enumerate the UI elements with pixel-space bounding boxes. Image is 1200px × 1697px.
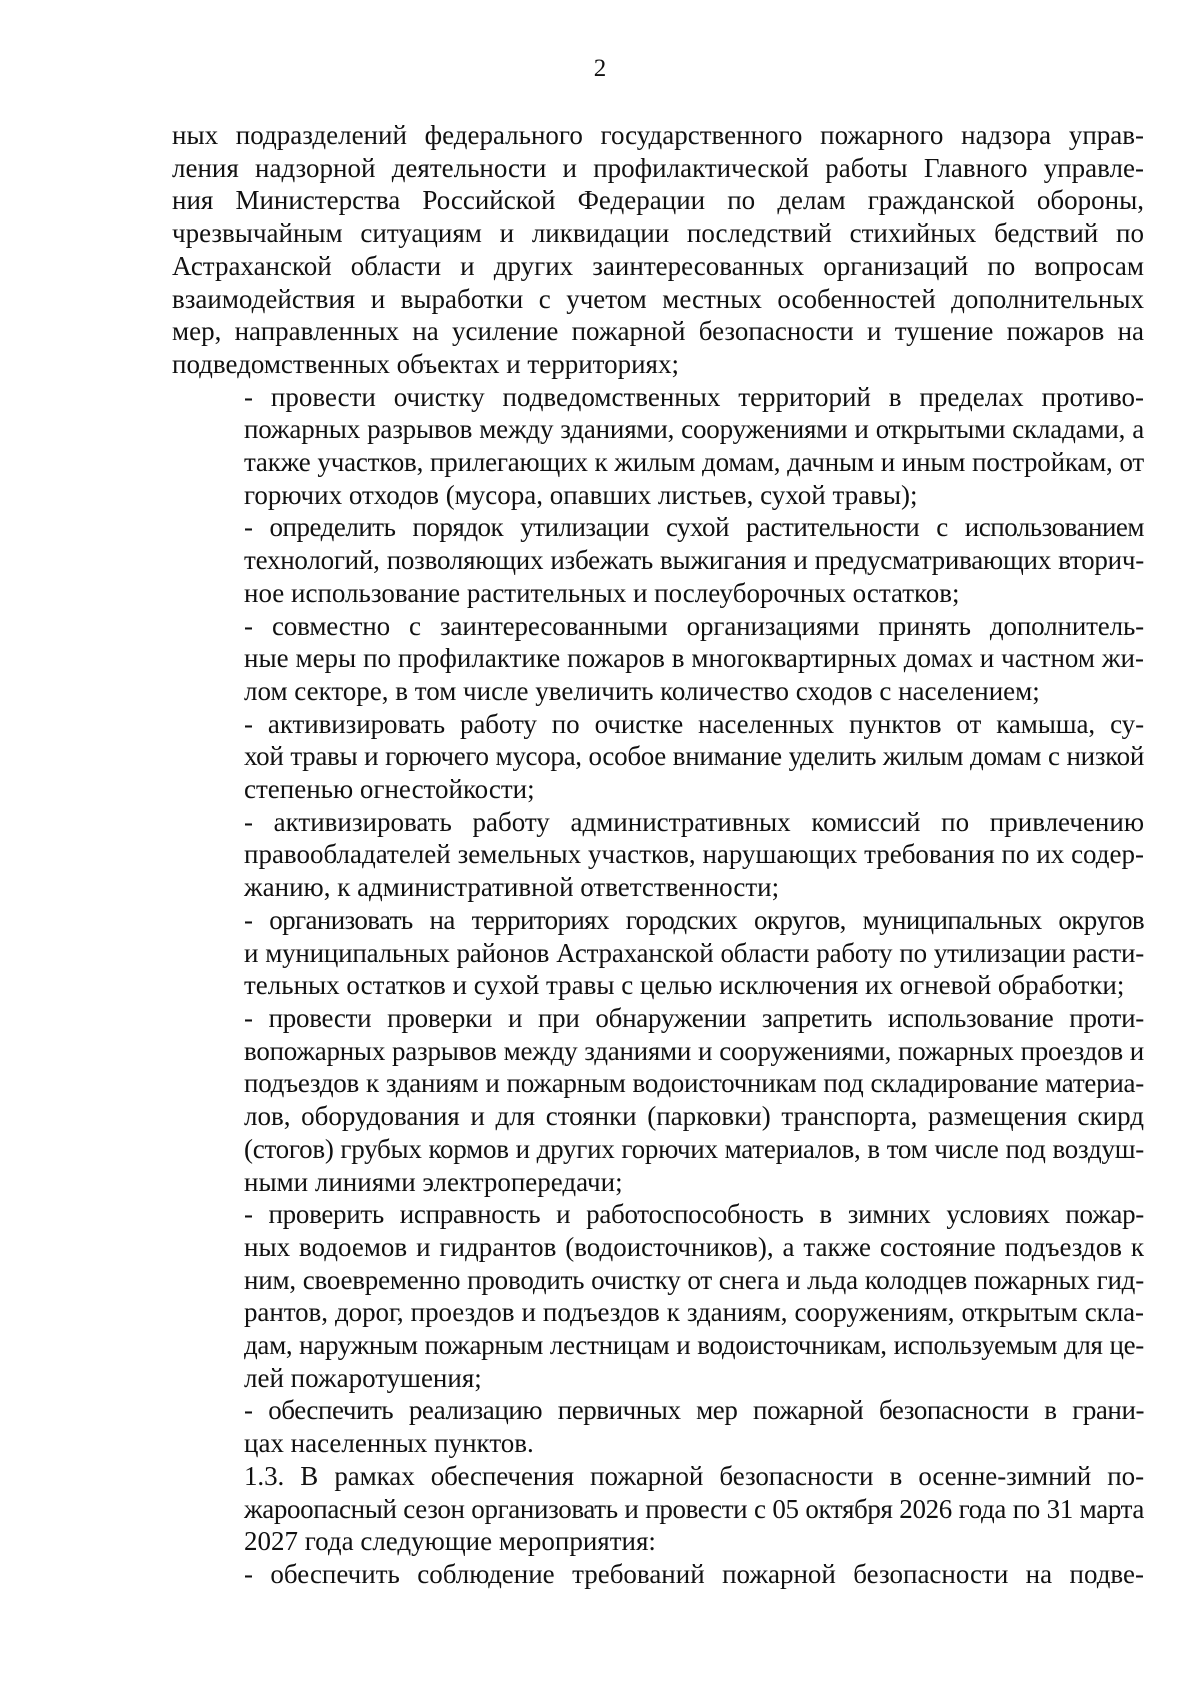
text-line: хой травы и горючего мусора, особое внимание уделить жилым домам с низкой	[244, 741, 1144, 772]
text-line: тельных остатков и сухой травы с целью исключения их огневой обработки;	[244, 970, 1125, 1001]
text-line: лей пожаротушения;	[244, 1362, 482, 1393]
text-line: - обеспечить соблюдение требований пожарной безопасности на подве-	[244, 1558, 1144, 1589]
text-line: лов, оборудования и для стоянки (парковки) транспорта, размещения скирд	[244, 1101, 1144, 1132]
text-line: - провести проверки и при обнаружении запретить использование проти-	[244, 1002, 1144, 1033]
paragraph	[172, 119, 1144, 381]
text-line: - организовать на территориях городских округов, муниципальных округов	[244, 904, 1144, 935]
text-line: - провести очистку подведомственных территорий в пределах противо-	[244, 381, 1144, 412]
page-number: 2	[593, 55, 607, 82]
text-line: дам, наружным пожарным лестницам и водоисточникам, используемым для це-	[244, 1330, 1144, 1361]
text-line: - совместно с заинтересованными организациями принять дополнитель-	[244, 610, 1144, 641]
text-line: чрезвычайным ситуациям и ликвидации последствий стихийных бедствий по	[172, 218, 1144, 249]
paragraph	[172, 511, 1144, 609]
text-line: ния Министерства Российской Федерации по делам гражданской обороны,	[172, 185, 1144, 216]
paragraph	[172, 1198, 1144, 1394]
text-line: 2027 года следующие мероприятия:	[244, 1526, 656, 1557]
paragraph	[172, 1394, 1144, 1459]
paragraph	[172, 610, 1144, 708]
text-line: вопожарных разрывов между зданиями и сооружениями, пожарных проездов и	[244, 1035, 1144, 1066]
text-line: также участков, прилегающих к жилым домам, дачным и иным постройкам, от	[244, 447, 1144, 478]
paragraph	[172, 806, 1144, 904]
text-line: правообладателей земельных участков, нарушающих требования по их содер-	[244, 839, 1144, 870]
text-line: лом секторе, в том числе увеличить количество сходов с населением;	[244, 675, 1040, 706]
text-line: - активизировать работу административных комиссий по привлечению	[244, 806, 1144, 837]
paragraph	[172, 1002, 1144, 1198]
text-line: ное использование растительных и послеуборочных остатков;	[244, 577, 960, 608]
text-line: мер, направленных на усиление пожарной безопасности и тушение пожаров на	[172, 316, 1144, 347]
text-line: ных водоемов и гидрантов (водоисточников), а также состояние подъездов к	[244, 1231, 1144, 1262]
text-line: подведомственных объектах и территориях;	[172, 348, 679, 379]
text-line: ления надзорной деятельности и профилактической работы Главного управле-	[172, 152, 1144, 183]
text-line: горючих отходов (мусора, опавших листьев, сухой травы);	[244, 479, 918, 510]
text-line: ним, своевременно проводить очистку от снега и льда колодцев пожарных гид-	[244, 1264, 1144, 1295]
text-line: - определить порядок утилизации сухой растительности с использованием	[244, 512, 1144, 543]
text-line: взаимодействия и выработки с учетом местных особенностей дополнительных	[172, 283, 1144, 314]
paragraph	[172, 381, 1144, 512]
paragraph	[172, 904, 1144, 1002]
paragraph	[172, 1558, 1144, 1591]
text-line: и муниципальных районов Астраханской области работу по утилизации расти-	[244, 937, 1144, 968]
text-line: технологий, позволяющих избежать выжигания и предусматривающих вторич-	[244, 545, 1144, 576]
text-line: ные меры по профилактике пожаров в многоквартирных домах и частном жи-	[244, 643, 1144, 674]
text-line: (стогов) грубых кормов и других горючих материалов, в том числе под воздуш-	[244, 1133, 1144, 1164]
text-line: степенью огнестойкости;	[244, 774, 535, 805]
text-line: рантов, дорог, проездов и подъездов к зданиям, сооружениям, открытым скла-	[244, 1297, 1144, 1328]
text-line: жанию, к административной ответственности;	[244, 872, 780, 903]
text-line: Астраханской области и других заинтересованных организаций по вопросам	[172, 250, 1144, 281]
text-line: - обеспечить реализацию первичных мер пожарной безопасности в грани-	[244, 1395, 1144, 1426]
text-line: ных подразделений федерального государственного пожарного надзора управ-	[172, 120, 1144, 150]
text-line: 1.3. В рамках обеспечения пожарной безопасности в осенне-зимний по-	[244, 1460, 1144, 1491]
text-line: - активизировать работу по очистке населенных пунктов от камыша, су-	[244, 708, 1144, 739]
document-body	[172, 119, 1144, 1591]
text-line: цах населенных пунктов.	[244, 1428, 534, 1459]
text-line: пожарных разрывов между зданиями, сооружениями и открытыми складами, а	[244, 414, 1144, 445]
text-line: - проверить исправность и работоспособность в зимних условиях пожар-	[244, 1199, 1144, 1230]
paragraph	[172, 708, 1144, 806]
text-line: ными линиями электропередачи;	[244, 1166, 623, 1197]
paragraph	[172, 1460, 1144, 1558]
text-line: подъездов к зданиям и пожарным водоисточникам под складирование материа-	[244, 1068, 1144, 1099]
text-line: жароопасный сезон организовать и провести с 05 октября 2026 года по 31 марта	[244, 1493, 1144, 1524]
